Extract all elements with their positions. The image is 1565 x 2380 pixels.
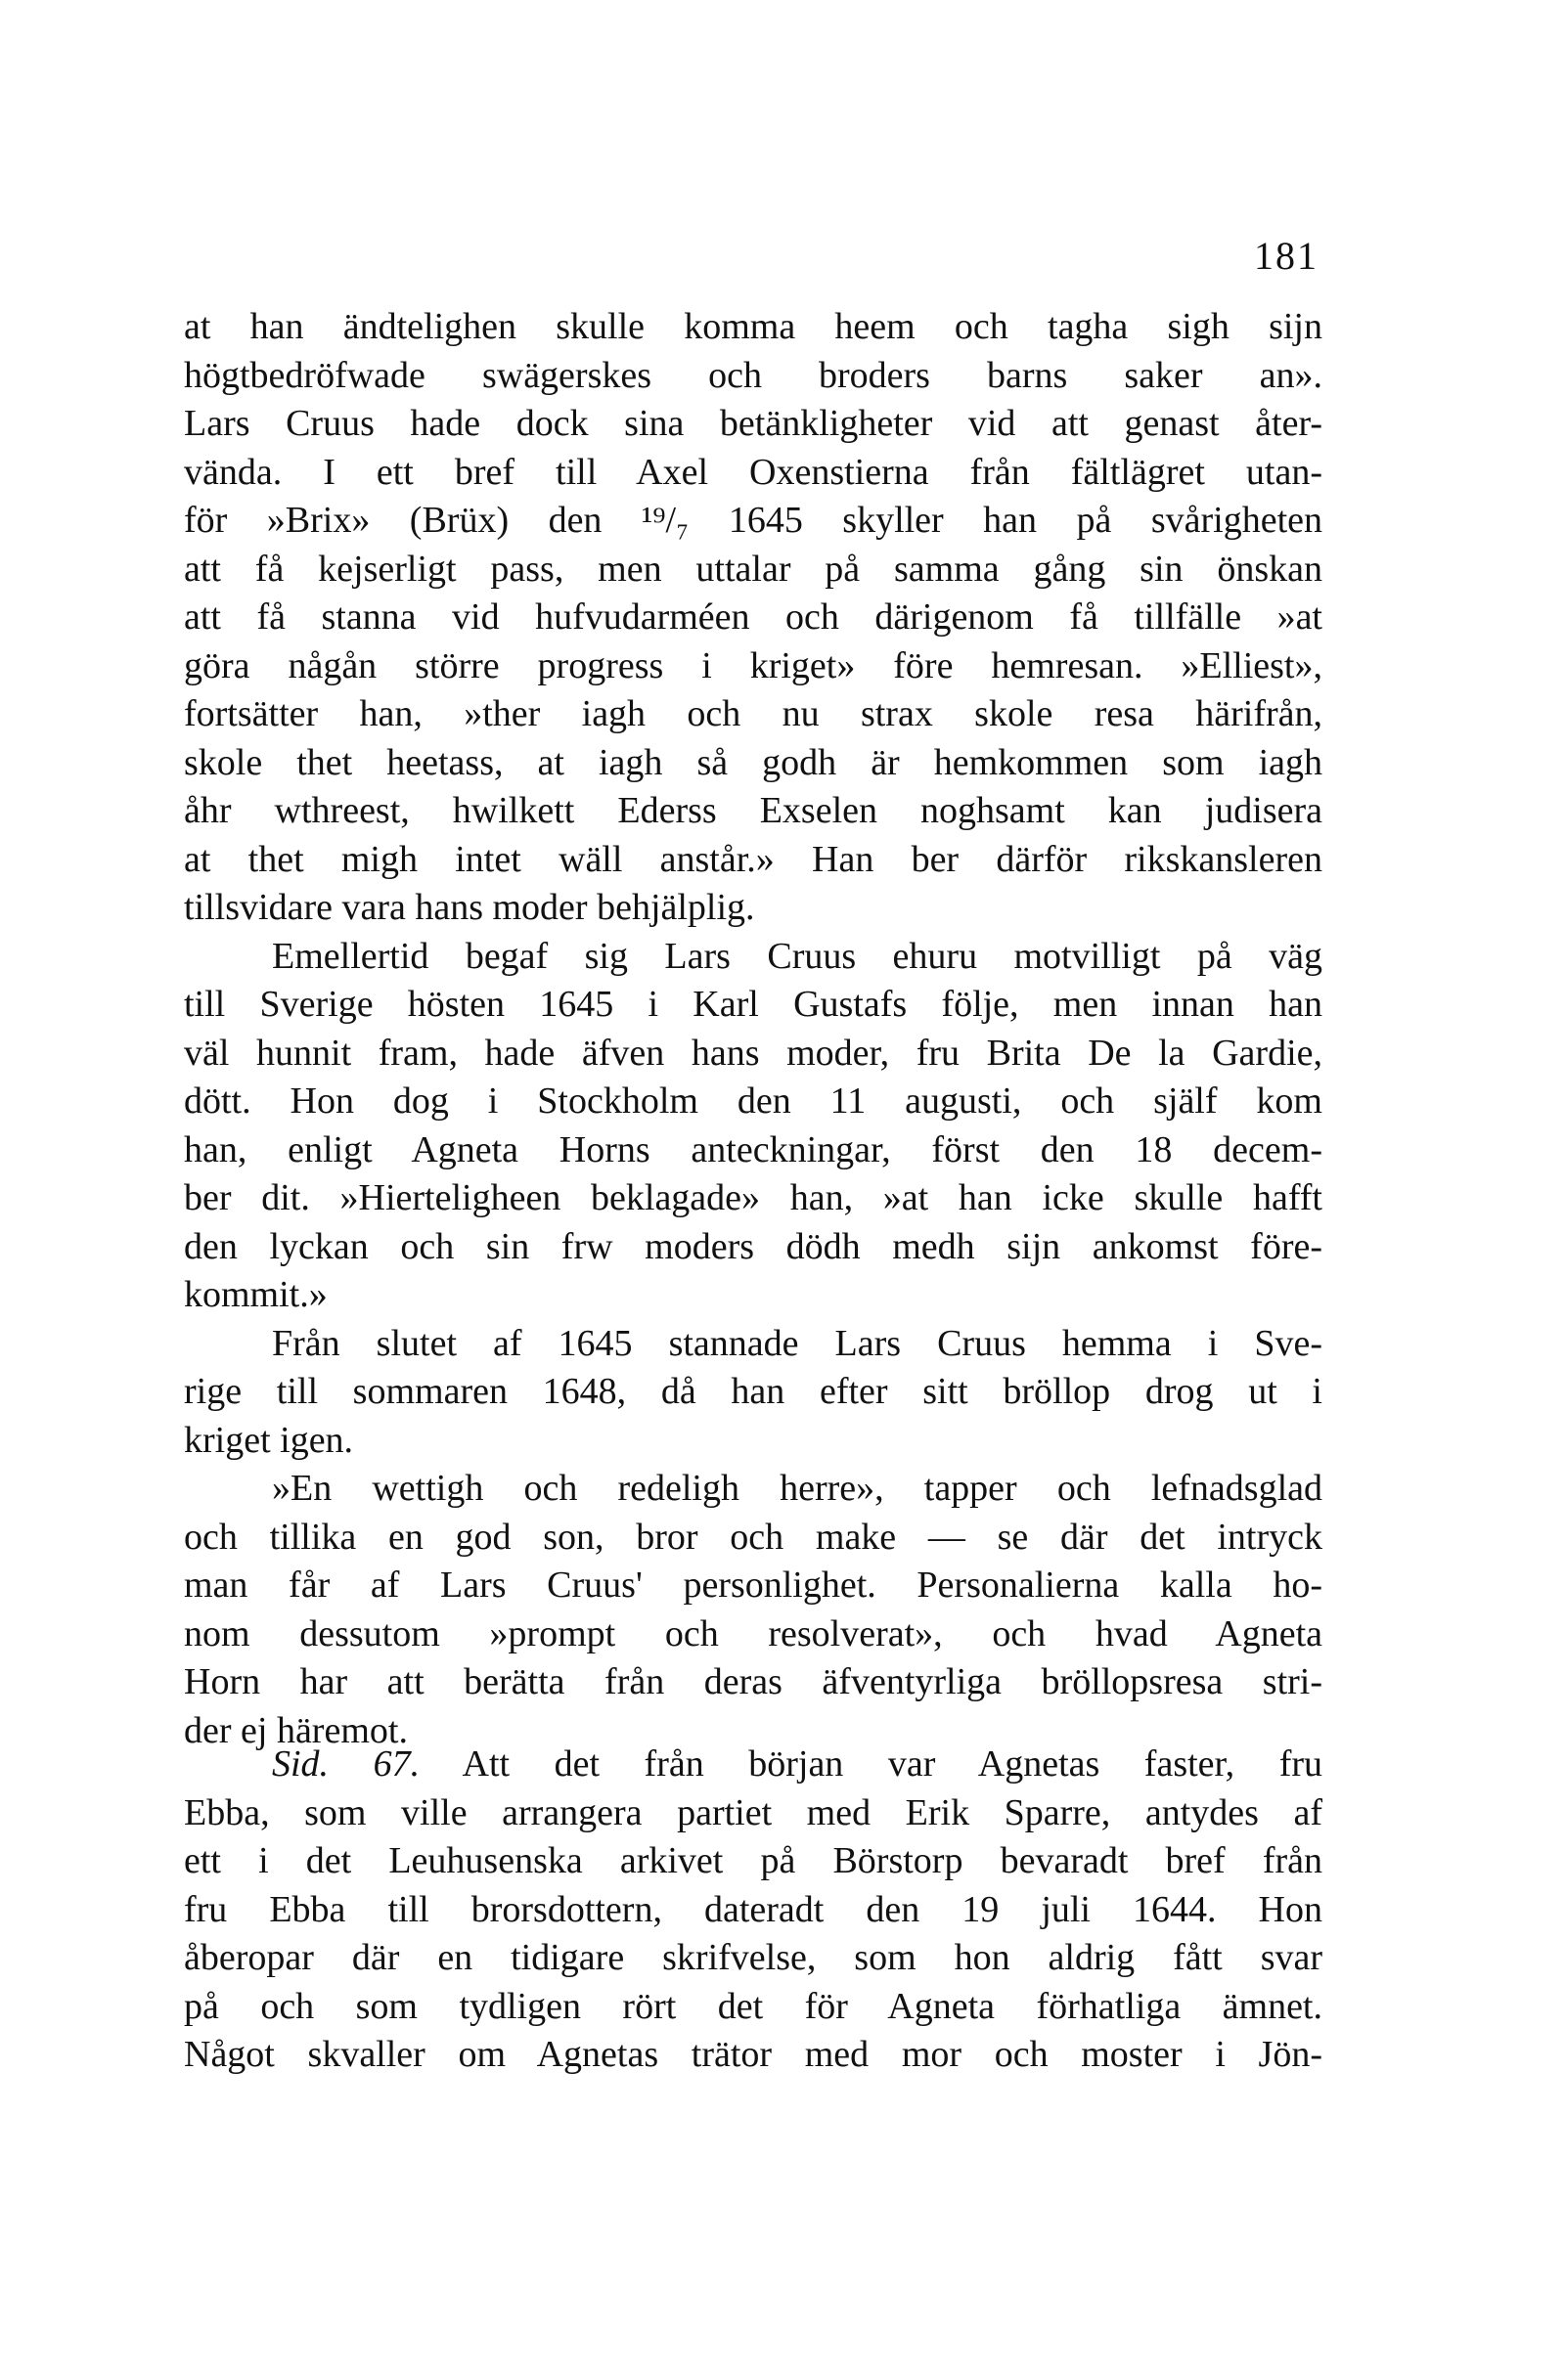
text-line: högtbedröfwade swägerskes och broders barns saker an». (184, 354, 1322, 396)
text-line: »En wettigh och redeligh herre», tapper och lefnadsglad (272, 1468, 1322, 1509)
text-line: åberopar där en tidigare skrifvelse, som hon aldrig fått svar (184, 1937, 1322, 1978)
text-line: Från slutet af 1645 stannade Lars Cruus hemma i Sve- (272, 1322, 1322, 1364)
text-line: dött. Hon dog i Stockholm den 11 augusti, och själf kom (184, 1080, 1322, 1122)
text-line: på och som tydligen rört det för Agneta förhatliga ämnet. (184, 1985, 1322, 2027)
text-line: Lars Cruus hade dock sina betänkligheter vid att genast åter- (184, 403, 1322, 444)
text-line: kriget igen. (184, 1419, 354, 1461)
text-line: och tillika en god son, bror och make — se där det intryck (184, 1516, 1322, 1558)
text-line: man får af Lars Cruus' personlighet. Personalierna kalla ho- (184, 1565, 1322, 1606)
text-line: göra någån större progress i kriget» före hemresan. »Elliest», (184, 644, 1322, 686)
text-line: nom dessutom »prompt och resolverat», och hvad Agneta (184, 1612, 1322, 1654)
text-line: ett i det Leuhusenska arkivet på Börstorp bevaradt bref från (184, 1840, 1322, 1881)
page-number: 181 (1254, 234, 1319, 278)
text-line: rige till sommaren 1648, då han efter sitt bröllop drog ut i (184, 1371, 1322, 1412)
text-line: att få stanna vid hufvudarméen och därigenom få tillfälle »at (184, 596, 1322, 638)
text-line: skole thet heetass, at iagh så godh är hemkommen som iagh (184, 741, 1322, 783)
text-line: fortsätter han, »ther iagh och nu strax skole resa härifrån, (184, 693, 1322, 734)
note-line-text: Att det från början var Agnetas faster, fru (462, 1743, 1323, 1785)
text-line: att få kejserligt pass, men uttalar på samma gång sin önskan (184, 548, 1322, 590)
text-line: väl hunnit fram, hade äfven hans moder, fru Brita De la Gardie, (184, 1032, 1322, 1074)
text-line: Emellertid begaf sig Lars Cruus ehuru motvilligt på väg (272, 935, 1322, 977)
text-line: för »Brix» (Brüx) den ¹⁹/₇ 1645 skyller han på svårigheten (184, 500, 1322, 541)
text-line: tillsvidare vara hans moder behjälplig. (184, 887, 755, 928)
text-line: ber dit. »Hierteligheen beklagade» han, »at han icke skulle hafft (184, 1177, 1322, 1218)
text-line: den lyckan och sin frw moders dödh medh sijn ankomst före- (184, 1225, 1322, 1267)
text-line: vända. I ett bref till Axel Oxenstierna från fältlägret utan- (184, 451, 1322, 493)
note-section (184, 1741, 1322, 2080)
text-line: fru Ebba till brorsdottern, dateradt den 19 juli 1644. Hon (184, 1888, 1322, 1930)
text-line: till Sverige hösten 1645 i Karl Gustafs följe, men innan han (184, 984, 1322, 1025)
text-line: åhr wthreest, hwilkett Ederss Exselen noghsamt kan judisera (184, 790, 1322, 831)
text-line: der ej häremot. (184, 1709, 408, 1751)
main-text (184, 303, 1322, 1755)
text-line: Horn har att berätta från deras äfventyrliga bröllopsresa stri- (184, 1661, 1322, 1702)
text-line: Något skvaller om Agnetas trätor med mor och moster i Jön- (184, 2034, 1322, 2075)
note-reference: Sid. 67. (272, 1743, 421, 1785)
text-line: at han ändtelighen skulle komma heem och tagha sigh sijn (184, 306, 1322, 347)
text-line: at thet migh intet wäll anstår.» Han ber därför rikskansleren (184, 838, 1322, 880)
text-line: kommit.» (184, 1274, 328, 1315)
text-line: han, enligt Agneta Horns anteckningar, först den 18 decem- (184, 1128, 1322, 1170)
note-first-line (184, 1741, 1322, 1789)
text-line: Ebba, som ville arrangera partiet med Erik Sparre, antydes af (184, 1791, 1322, 1833)
